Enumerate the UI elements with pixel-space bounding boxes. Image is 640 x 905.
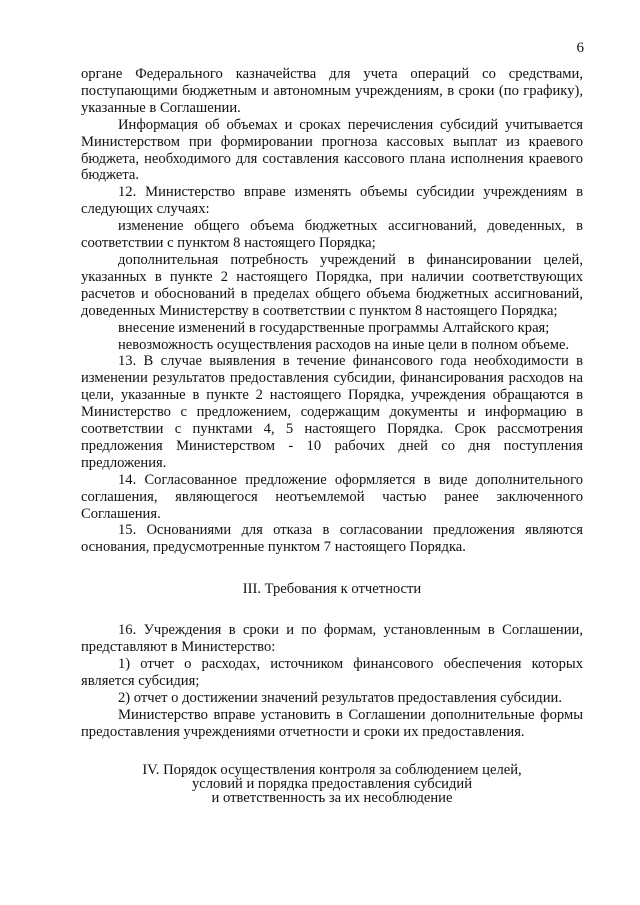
paragraph-item-15: 15. Основаниями для отказа в согласовании предложения являются основания, предусмотренные пунктом 7 настоящего Порядка. bbox=[81, 522, 583, 556]
document-body bbox=[81, 66, 583, 805]
paragraph-continuation: органе Федерального казначейства для учета операций со средствами, поступающими бюджетным и автономным учреждениям, в сроки (по графику), указанные в Соглашении. bbox=[81, 66, 583, 116]
paragraph-item-16: 16. Учреждения в сроки и по формам, установленным в Соглашении, представляют в Министерство: bbox=[81, 622, 583, 656]
section-4-heading-line-2: условий и порядка предоставления субсидий bbox=[191, 775, 473, 792]
paragraph-additional-forms: Министерство вправе установить в Соглашении дополнительные формы предоставления учреждениями отчетности и сроки их предоставления. bbox=[81, 706, 583, 740]
paragraph-report-expenses: 1) отчет о расходах, источником финансового обеспечения которых является субсидия; bbox=[81, 656, 583, 689]
section-4-heading-line-1: IV. Порядок осуществления контроля за соблюдением целей, bbox=[142, 761, 522, 778]
section-3-heading: III. Требования к отчетности bbox=[242, 581, 422, 598]
paragraph-report-results: 2) отчет о достижении значений результатов предоставления субсидии. bbox=[118, 689, 562, 706]
paragraph-item-13: 13. В случае выявления в течение финансового года необходимости в изменении результатов предоставления субсидии, финансирования расходов на цели, указанные в пункте 2 настоящего Порядка, учреждения обращаются в Министерство с предложением, содержащим документы и информацию в соответствии с пунктами 4, 5 настоящего Порядка. Срок рассмотрения предложения Министерством - 10 рабочих дней со дня поступления предложения. bbox=[81, 353, 583, 471]
paragraph-item-14: 14. Согласованное предложение оформляется в виде дополнительного соглашения, являющегося неотъемлемой частью ранее заключенного Соглашения. bbox=[81, 471, 583, 522]
section-4-heading bbox=[81, 763, 583, 805]
paragraph-case-state-programs: внесение изменений в государственные программы Алтайского края; bbox=[118, 319, 550, 336]
page-number: 6 bbox=[576, 40, 584, 56]
paragraph-item-12: 12. Министерство вправе изменять объемы субсидии учреждениям в следующих случаях: bbox=[81, 184, 583, 218]
paragraph-case-impossibility: невозможность осуществления расходов на иные цели в полном объеме. bbox=[118, 336, 570, 353]
paragraph-case-total-volume: изменение общего объема бюджетных ассигнований, доведенных, в соответствии с пунктом 8 настоящего Порядка; bbox=[81, 218, 583, 252]
paragraph-cash-forecast: Информация об объемах и сроках перечисления субсидий учитывается Министерством при формировании прогноза кассовых выплат из краевого бюджета, необходимого для составления кассового плана исполнения краевого бюджета. bbox=[81, 116, 583, 184]
paragraph-case-additional-need: дополнительная потребность учреждений в финансировании целей, указанных в пункте 2 настоящего Порядка, при наличии соответствующих расчетов и обоснований в пределах общего объема бюджетных ассигнований, доведенных Министерству в соответствии с пунктом 8 настоящего Порядка; bbox=[81, 251, 583, 319]
section-4-heading-line-3: и ответственность за их несоблюдение bbox=[211, 789, 453, 806]
